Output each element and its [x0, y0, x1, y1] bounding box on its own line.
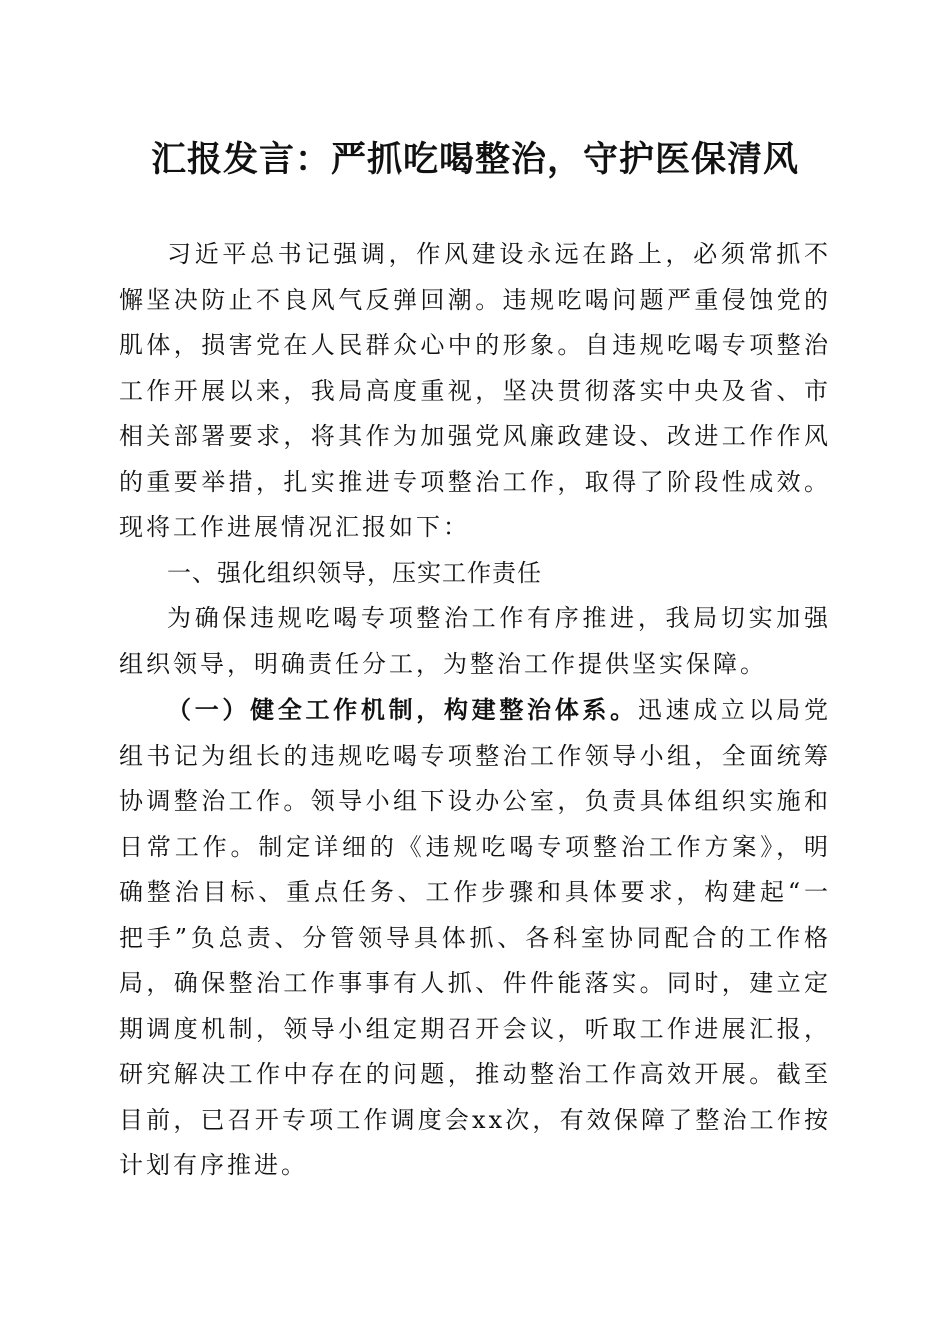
section-heading: 一、强化组织领导，压实工作责任	[167, 558, 542, 587]
intro-paragraph: 习近平总书记强调，作风建设永远在路上，必须常抓不懈坚决防止不良风气反弹回潮。违规吃喝问题严重侵蚀党的肌体，损害党在人民群众心中的形象。自违规吃喝专项整治工作开展以来，我局高度重视，坚决贯彻落实中央及省、市相关部署要求，将其作为加强党风廉政建设、改进工作作风的重要举措，扎实推进专项整治工作，取得了阶段性成效。现将工作进展情况汇报如下：	[119, 240, 831, 541]
item-paragraph	[119, 687, 831, 1189]
document-title: 汇报发言：严抓吃喝整治，守护医保清风	[150, 139, 799, 180]
item-lead: （一）健全工作机制，构建整治体系。	[167, 695, 638, 724]
section-intro-paragraph: 为确保违规吃喝专项整治工作有序推进，我局切实加强组织领导，明确责任分工，为整治工作提供坚实保障。	[119, 604, 831, 678]
document-body	[119, 232, 831, 1189]
item-body: 迅速成立以局党组书记为组长的违规吃喝专项整治工作领导小组，全面统筹协调整治工作。领导小组下设办公室，负责具体组织实施和日常工作。制定详细的《违规吃喝专项整治工作方案》，明确整治目标、重点任务、工作步骤和具体要求，构建起“一把手”负总责、分管领导具体抓、各科室协同配合的工作格局，确保整治工作事事有人抓、件件能落实。同时，建立定期调度机制，领导小组定期召开会议，听取工作进展汇报，研究解决工作中存在的问题，推动整治工作高效开展。截至目前，已召开专项工作调度会xx次，有效保障了整治工作按计划有序推进。	[119, 696, 832, 1179]
